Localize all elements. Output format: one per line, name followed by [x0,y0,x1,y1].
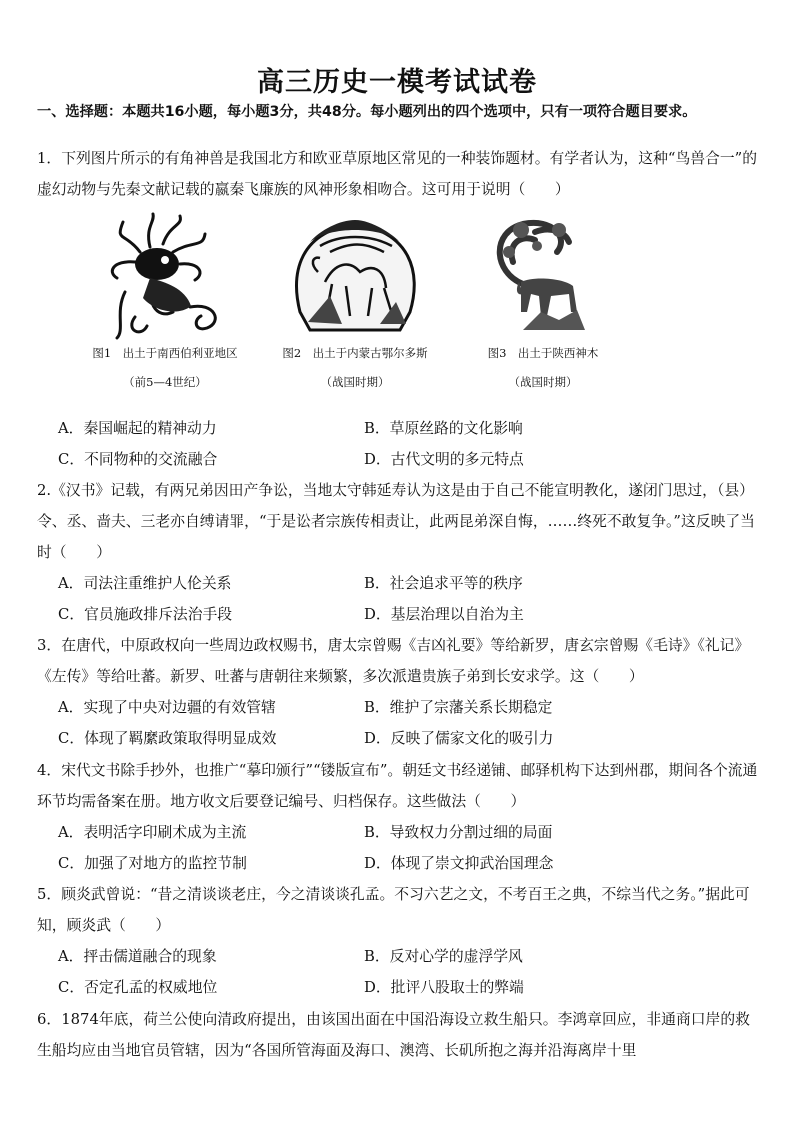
option-a: A．司法注重维护人伦关系 [58,575,232,592]
figure-3-caption: 图3 出土于陕西神木 [487,346,599,360]
option-a: A．抨击儒道融合的现象 [58,948,217,965]
horned-beast-carving-icon [95,212,235,340]
figure-1-period: （前5—4世纪） [123,375,207,389]
question-4-options [58,817,758,879]
option-b: B．社会追求平等的秩序 [364,575,523,592]
option-c: C．不同物种的交流融合 [58,451,218,468]
option-a: A．表明活字印刷术成为主流 [58,824,247,841]
horned-beast-plaque-icon [280,212,430,340]
option-c: C．官员施政排斥法治手段 [58,606,233,623]
question-2-options [58,568,758,630]
option-b: B．草原丝路的文化影响 [364,420,523,437]
option-b: B．维护了宗藩关系长期稳定 [364,699,553,716]
option-d: D．反映了儒家文化的吸引力 [364,730,554,747]
figure-1 [70,212,260,390]
question-2-stem: 2.《汉书》记载，有两兄弟因田产争讼，当地太守韩延寿认为这是由于自己不能宣明教化，遂闭门思过，（县）令、丞、啬夫、三老亦自缚请罪，“于是讼者宗族传相责让，此两昆弟深自悔，……终死不敢复争。”这反映了当时（ ） [37,482,755,561]
question-3-stem: 3．在唐代，中原政权向一些周边政权赐书，唐太宗曾赐《吉凶礼要》等给新罗，唐玄宗曾赐《毛诗》《礼记》《左传》等给吐蕃。新罗、吐蕃与唐朝往来频繁，多次派遣贵族子弟到长安求学。这（ ） [37,637,750,685]
option-d: D．古代文明的多元特点 [364,451,524,468]
question-6-stem: 6．1874年底，荷兰公使向清政府提出，由该国出面在中国沿海设立救生船只。李鸿章回应，非通商口岸的救生船均应由当地官员管辖，因为“各国所管海面及海口、澳湾、长矶所抱之海并沿海离岸十里 [37,1011,750,1059]
option-b: B．反对心学的虚浮学风 [364,948,523,965]
figure-2-period: （战国时期） [320,375,390,389]
page-title: 高三历史一模考试试卷 [257,67,537,98]
option-d: D．体现了崇文抑武治国理念 [364,855,554,872]
question-1-figures [70,212,630,392]
option-b: B．导致权力分割过细的局面 [364,824,553,841]
question-3-options [58,692,758,754]
question-1-stem: 1．下列图片所示的有角神兽是我国北方和欧亚草原地区常见的一种装饰题材。有学者认为，这种“鸟兽合一”的虚幻动物与先秦文献记载的嬴秦飞廉族的风神形象相吻合。这可用于说明（ ） [37,150,758,198]
option-a: A．秦国崛起的精神动力 [58,420,217,437]
figure-3-period: （战国时期） [508,375,578,389]
figure-1-caption: 图1 出土于南西伯利亚地区 [92,346,238,360]
option-c: C．体现了羁縻政策取得明显成效 [58,730,277,747]
option-d: D．基层治理以自治为主 [364,606,524,623]
golden-deer-statue-icon [473,212,613,340]
figure-2-caption: 图2 出土于内蒙古鄂尔多斯 [282,346,428,360]
option-c: C．否定孔孟的权威地位 [58,979,218,996]
question-5-stem: 5．顾炎武曾说：“昔之清谈谈老庄，今之清谈谈孔孟。不习六艺之文，不考百王之典，不综当代之务。”据此可知，顾炎武（ ） [37,886,750,934]
question-4-stem: 4．宋代文书除手抄外，也推广“摹印颁行”“镂版宣布”。朝廷文书经递铺、邮驿机构下达到州郡，期间各个流通环节均需备案在册。地方收文后要登记编号、归档保存。这些做法（ ） [37,762,758,810]
question-1-options [58,413,758,475]
figure-3 [448,212,638,390]
option-a: A．实现了中央对边疆的有效管辖 [58,699,276,716]
option-c: C．加强了对地方的监控节制 [58,855,247,872]
section-heading: 一、选择题：本题共16小题，每小题3分，共48分。每小题列出的四个选项中，只有一项符合题目要求。 [37,104,697,120]
question-5-options [58,941,758,1003]
option-d: D．批评八股取士的弊端 [364,979,524,996]
figure-2 [260,212,450,390]
